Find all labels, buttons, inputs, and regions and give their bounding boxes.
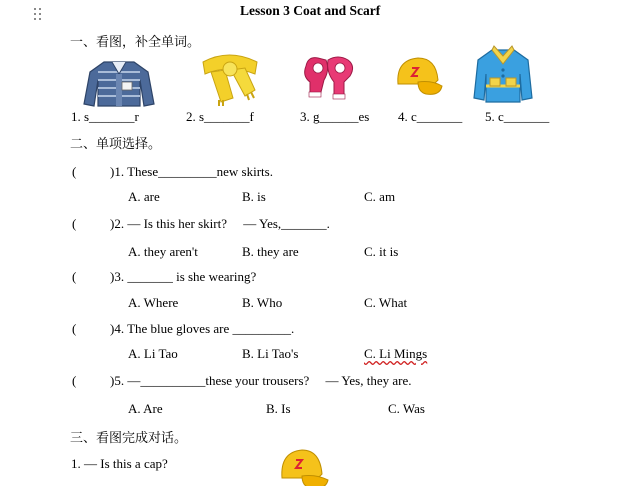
option-a: A. Are: [128, 401, 163, 416]
word-blank-2: 2. s_______f: [186, 109, 254, 124]
page-title: Lesson 3 Coat and Scarf: [240, 3, 381, 18]
option-c: C. am: [364, 189, 396, 204]
question-stem: )3. _______ is she wearing?: [110, 269, 257, 284]
option-b: B. they are: [242, 244, 299, 259]
answer-paren: (: [72, 216, 77, 231]
question-stem: )5. —__________these your trousers? — Yes, they are.: [110, 373, 412, 388]
option-b: B. Is: [266, 401, 291, 416]
gloves-icon: [300, 52, 358, 102]
cap-icon: [278, 446, 330, 486]
answer-paren: (: [72, 321, 77, 336]
option-a: A. are: [128, 189, 160, 204]
answer-paren: (: [72, 373, 77, 388]
word-blank-4: 4. c_______: [398, 109, 463, 124]
option-c: C. Li Mings: [364, 346, 428, 361]
option-c: C. Was: [388, 401, 425, 416]
sweater-icon: [82, 58, 156, 110]
coat-icon: [472, 44, 534, 106]
section-3-heading: 三、看图完成对话。: [70, 431, 188, 446]
option-c: C. it is: [364, 244, 399, 259]
move-handle-icon[interactable]: [34, 8, 44, 22]
word-blank-5: 5. c_______: [485, 109, 550, 124]
scarf-icon: [197, 52, 263, 106]
option-c: C. What: [364, 295, 408, 310]
answer-paren: (: [72, 269, 77, 284]
question-stem: )1. These_________new skirts.: [110, 164, 273, 179]
word-blank-3: 3. g______es: [300, 109, 370, 124]
option-a: A. Where: [128, 295, 179, 310]
section-2-heading: 二、单项选择。: [70, 137, 162, 152]
option-b: B. is: [242, 189, 266, 204]
question-stem: )2. — Is this her skirt? — Yes,_______.: [110, 216, 330, 231]
option-b: B. Li Tao's: [242, 346, 299, 361]
answer-paren: (: [72, 164, 77, 179]
dialogue-question-1: 1. — Is this a cap?: [71, 456, 168, 471]
option-b: B. Who: [242, 295, 283, 310]
option-a: A. they aren't: [128, 244, 198, 259]
word-blank-1: 1. s_______r: [71, 109, 139, 124]
section-1-heading: 一、看图，补全单词。: [70, 35, 201, 50]
option-a: A. Li Tao: [128, 346, 178, 361]
question-stem: )4. The blue gloves are _________.: [110, 321, 295, 336]
cap-icon: [394, 54, 444, 100]
